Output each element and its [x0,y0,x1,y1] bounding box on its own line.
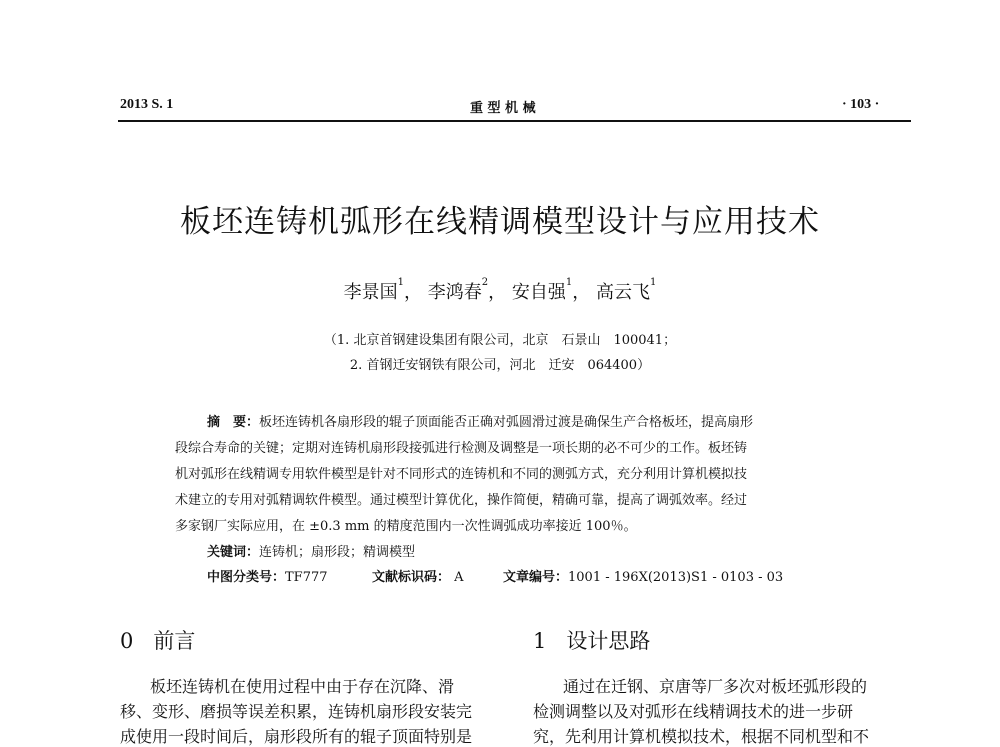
section-heading-design [533,625,650,655]
abstract-line [207,411,753,430]
body-line: 究，先利用计算机模拟技术，根据不同机型和不 [533,727,870,746]
abstract-line: 段综合寿命的关键；定期对连铸机扇形段接弧进行检测及调整是一项长期的必不可少的工作。板坯铸 [175,441,748,456]
author-name: 李景国 [343,282,398,303]
section-number: 0 [120,629,134,653]
header-rule [118,120,911,122]
article-number [503,566,783,585]
section-title: 设计思路 [566,629,651,653]
author-affil-mark: 1 [649,277,657,288]
clc-label: 中图分类号： [207,570,286,585]
header-journal: 重 型 机 械 [470,101,536,116]
section-heading-intro [120,625,195,655]
section-number: 1 [533,629,547,653]
author-affil-mark: 1 [397,277,405,288]
abstract-line: 术建立的专用对弧精调软件模型。通过模型计算优化，操作简便，精确可靠，提高了调弧效率。经过 [175,493,748,508]
article-number-label: 文章编号： [503,570,569,585]
header-page-number: · 103 · [842,97,880,112]
author-list [0,278,1000,304]
author-separator: ， [404,282,423,303]
abstract-line: 机对弧形在线精调专用软件模型是针对不同形式的连铸机和不同的测弧方式，充分利用计算机模拟技 [175,467,748,482]
page-title: 板坯连铸机弧形在线精调模型设计与应用技术 [180,204,820,240]
abstract-text: 板坯连铸机各扇形段的辊子顶面能否正确对弧圆滑过渡是确保生产合格板坯，提高扇形 [259,415,754,430]
affiliation-line: 2. 首钢迁安钢铁有限公司，河北 迁安 064400） [349,358,651,373]
author-name: 李鸿春 [427,282,482,303]
keywords-value: 连铸机；扇形段；精调模型 [259,545,416,560]
header-issue: 2013 S. 1 [120,97,174,112]
article-number-value: 1001 - 196X(2013)S1 - 0103 - 03 [568,570,784,585]
body-line: 移、变形、磨损等误差积累，连铸机扇形段安装完 [120,702,473,721]
author-name: 安自强 [511,282,566,303]
affiliation-line: （1. 北京首钢建设集团有限公司，北京 石景山 100041； [323,333,677,348]
author-name: 高云飞 [595,282,650,303]
abstract-line: 多家钢厂实际应用，在 ±0.3 mm 的精度范围内一次性调弧成功率接近 100％。 [175,519,637,534]
clc-number [207,566,328,585]
doc-code [372,566,464,585]
abstract-label: 摘 要： [207,415,260,430]
body-line: 板坯连铸机在使用过程中由于存在沉降、滑 [150,677,455,696]
section-title: 前言 [153,629,196,653]
body-line: 通过在迁钢、京唐等厂多次对板坯弧形段的 [563,677,868,696]
clc-value: TF777 [285,570,328,585]
doc-code-value: A [454,570,464,585]
keywords-line [207,541,415,560]
body-line: 成使用一段时间后，扇形段所有的辊子顶面特别是 [120,727,473,746]
keywords-label: 关键词： [207,545,260,560]
author-separator: ， [572,282,591,303]
author-affil-mark: 1 [565,277,573,288]
doc-code-label: 文献标识码： [372,570,451,585]
author-affil-mark: 2 [481,277,489,288]
author-separator: ， [488,282,507,303]
body-line: 检测调整以及对弧形在线精调技术的进一步研 [533,702,854,721]
